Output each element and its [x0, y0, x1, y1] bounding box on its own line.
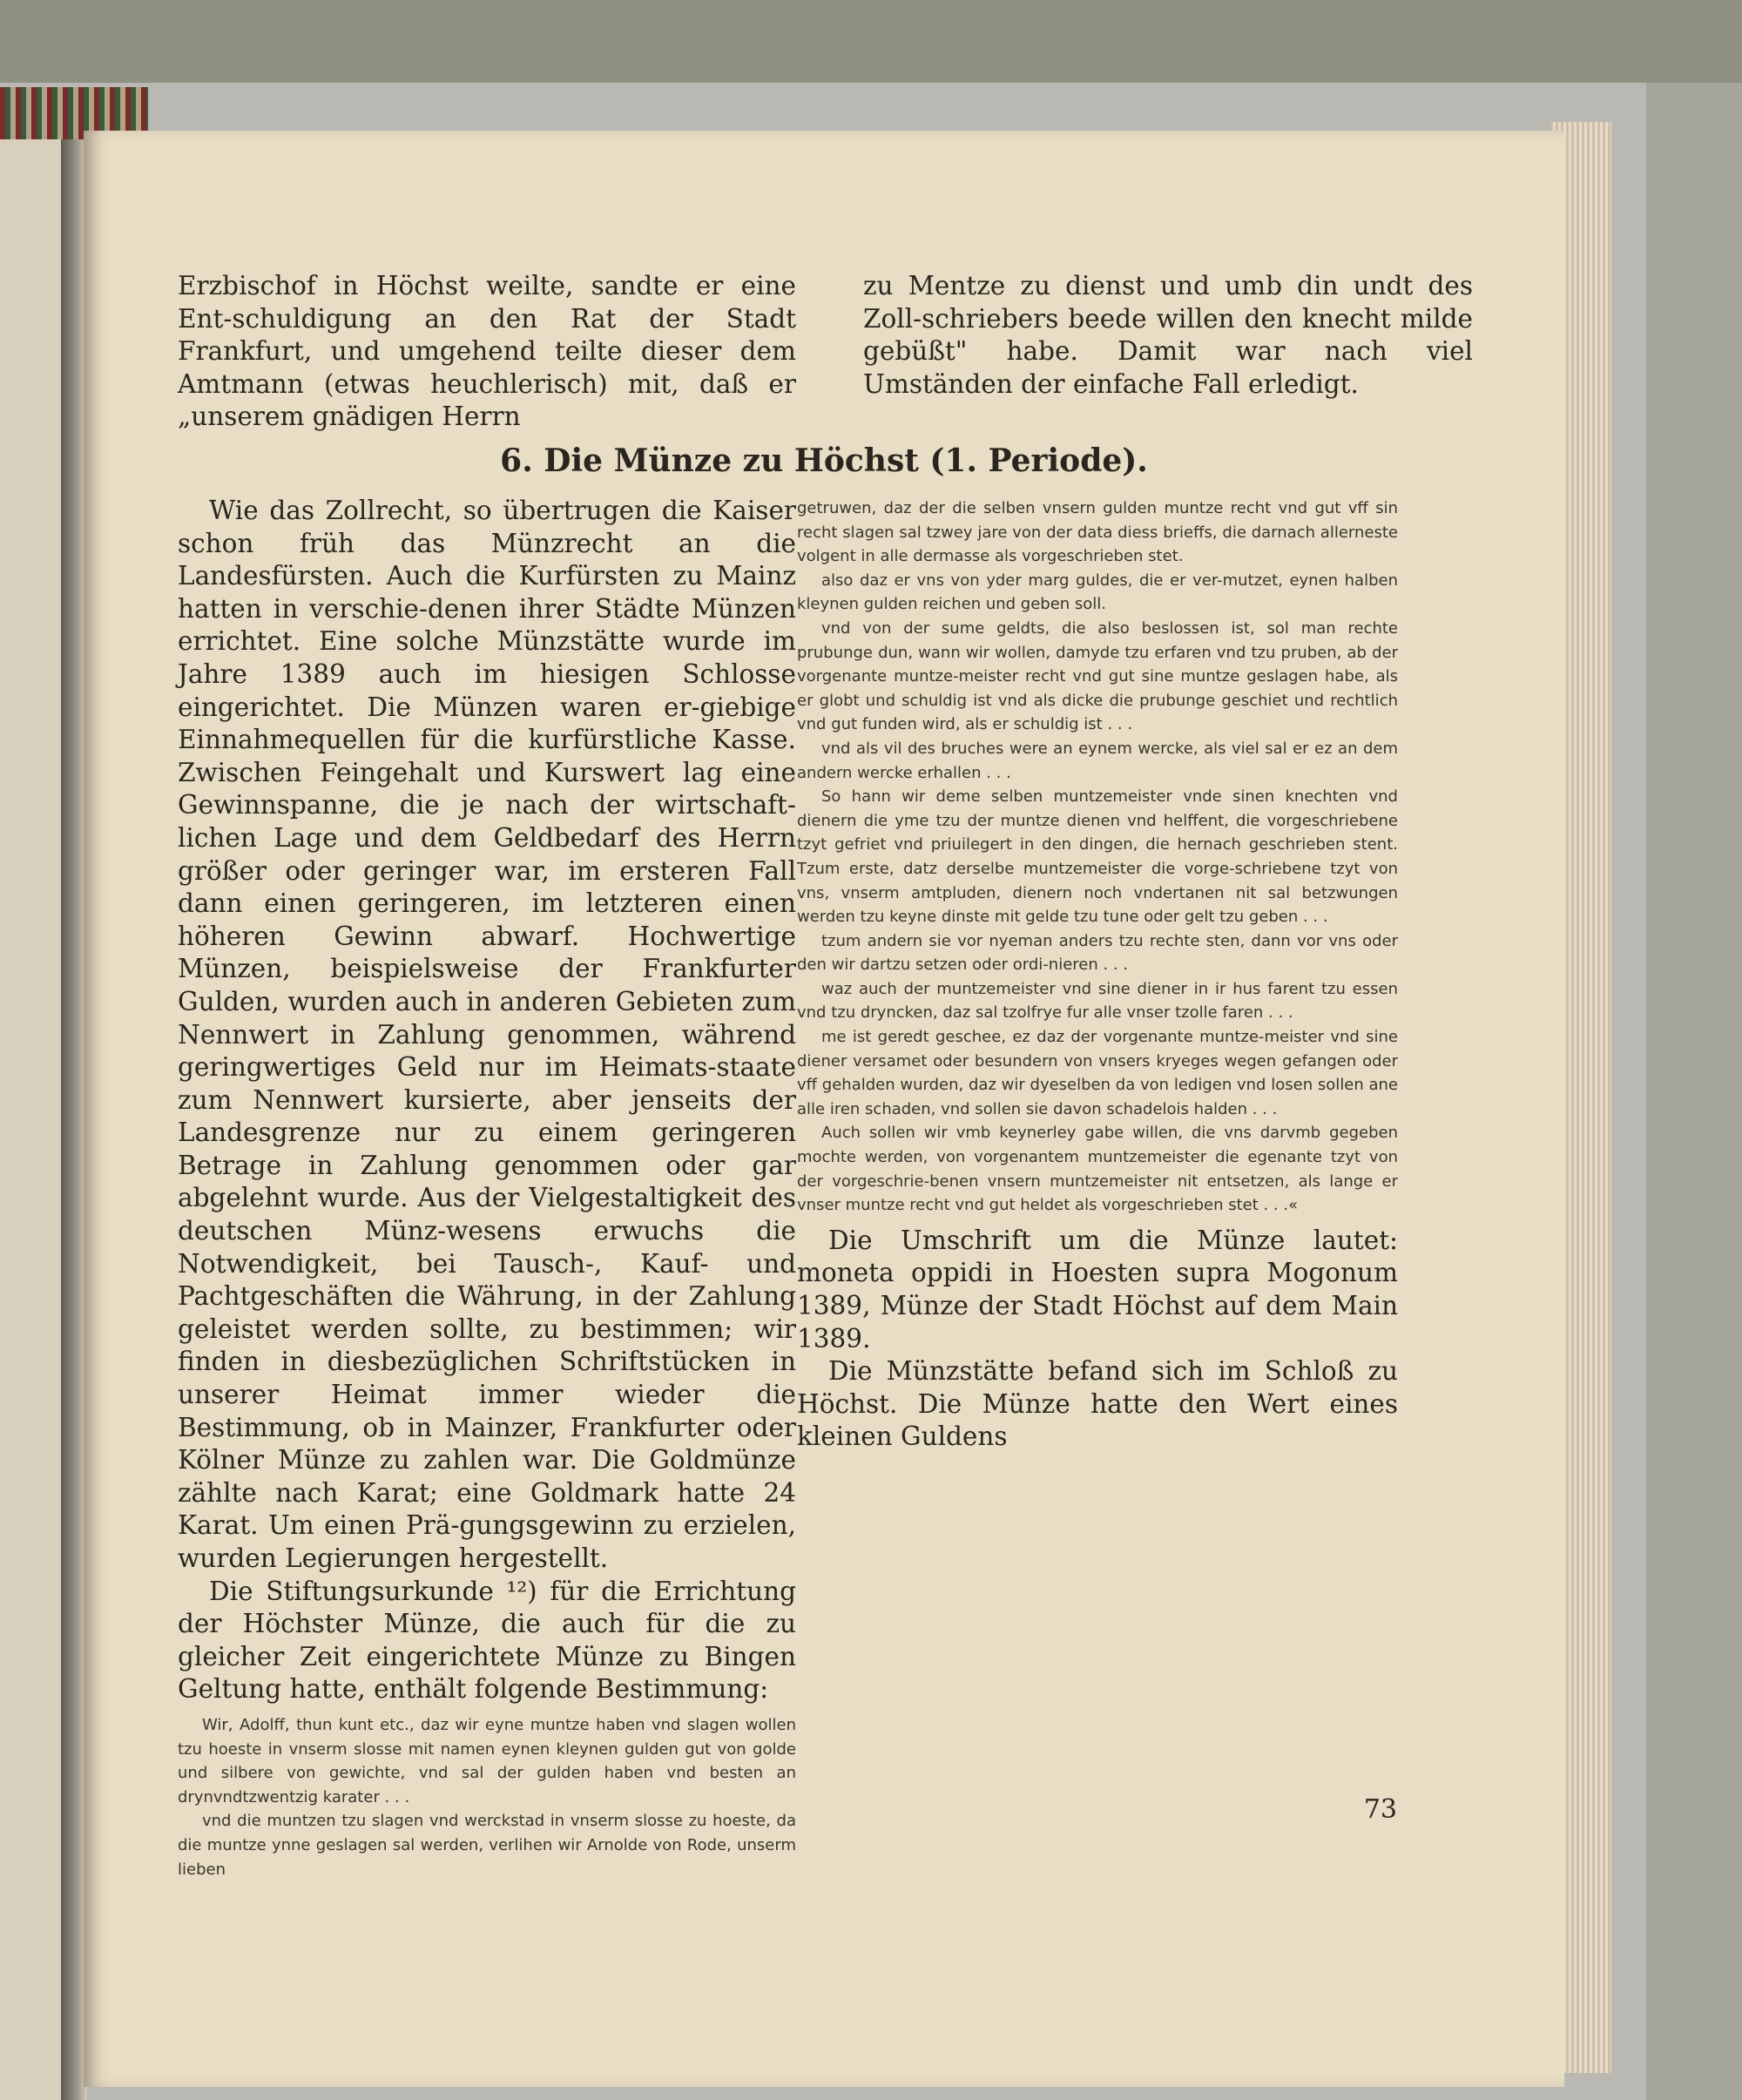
quote-paragraph: Auch sollen wir vmb keynerley gabe willen, die vns darvmb gegeben mochte werden, von vorgenantem muntzemeister die egenante tzyt von der vorgeschrie-benen vnsern muntzemeister nit entsetzen, als lange er vnser muntze recht vnd gut heldet als vorgeschrieben stet . . .« — [797, 1124, 1398, 1215]
quote-paragraph: So hann wir deme selben muntzemeister vnde sinen knechten vnd dienern die yme tzu der muntze dienen vnd helffent, die vorgeschriebene tzyt gefriet vnd priuilegert in den dingen, die hernach geschrieben stent. Tzum erste, datz derselbe muntzemeister die vorge-schriebene tzyt von vns, vnserm amtpluden, dienern noch vndertanen nit sal betzwungen werden tzu keyne dinste mit gelde tzu tune oder gelt tzu geben . . . — [797, 787, 1398, 927]
quote-paragraph: also daz er vns von yder marg guldes, die er ver-mutzet, eynen halben kleynen gulden reichen und geben soll. — [797, 571, 1398, 614]
right-column — [797, 496, 1398, 1454]
text-paragraph: Die Münzstätte befand sich im Schloß zu Höchst. Die Münze hatte den Wert eines kleinen Guldens — [797, 1356, 1398, 1452]
text-paragraph: Wie das Zollrecht, so übertrugen die Kaiser schon früh das Münzrecht an die Landesfürsten. Auch die Kurfürsten zu Mainz hatten in verschie-denen ihrer Städte Münzen errichtet. Eine solche Münzstätte wurde im Jahre 1389 auch im hiesigen Schlosse eingerichtet. Die Münzen waren er-giebige Einnahmequellen für die kurfürstliche Kasse. Zwischen Feingehalt und Kurswert lag eine Gewinnspanne, die je nach der wirtschaft-lichen Lage und dem Geldbedarf des Herrn größer oder geringer war, im ersteren Fall dann einen geringeren, im letzteren einen höheren Gewinn abwarf. Hochwertige Münzen, beispielsweise der Frankfurter Gulden, wurden auch in anderen Gebieten zum Nennwert in Zahlung genommen, während geringwertiges Geld nur im Heimats-staate zum Nennwert kursierte, aber jenseits der Landesgrenze nur zu einem geringeren Betrage in Zahlung genommen oder gar abgelehnt wurde. Aus der Vielgestaltigkeit des deutschen Münz-wesens erwuchs die Notwendigkeit, bei Tausch-, Kauf- und Pachtgeschäften die Währung, in der Zahlung geleistet werden sollte, zu bestimmen; wir finden in diesbezüglichen Schriftstücken in unserer Heimat immer wieder die Bestimmung, ob in Mainzer, Frankfurter oder Kölner Münze zu zahlen war. Die Goldmünze zählte nach Karat; eine Goldmark hatte 24 Karat. Um einen Prä-gungsgewinn zu erzielen, wurden Legierungen hergestellt. — [178, 496, 796, 1573]
quote-paragraph: getruwen, daz der die selben vnsern gulden muntze recht vnd gut vff sin recht slagen sal tzwey jare von der data diess brieffs, die darnach allerneste volgent in alle dermasse als vorgeschrieben stet. — [797, 499, 1398, 566]
quote-paragraph: me ist geredt geschee, ez daz der vorgenante muntze-meister vnd sine diener versamet oder besundern von vnsers kryeges wegen gefangen oder vff gehalden wurden, daz wir dyeselben da von ledigen vnd losen sollen ane alle iren schaden, vnd sollen sie davon schadelois halden . . . — [797, 1028, 1398, 1118]
quote-paragraph: Wir, Adolff, thun kunt etc., daz wir eyne muntze haben vnd slagen wollen tzu hoeste in vnserm slosse mit namen eynen kleynen gulden gut von golde und silbere von gewichte, vnd sal der gulden haben vnd besten an drynvndtzwentzig karater . . . — [178, 1715, 796, 1806]
quote-paragraph: tzum andern sie vor nyeman anders tzu rechte sten, dann vor vns oder den wir dartzu setzen oder ordi-nieren . . . — [797, 931, 1398, 975]
page-number: 73 — [1363, 1794, 1397, 1825]
text-paragraph: Die Umschrift um die Münze lautet: moneta oppidi in Hoesten supra Mogonum 1389, Münze der Stadt Höchst auf dem Main 1389. — [797, 1225, 1398, 1354]
charter-quote-continued — [797, 496, 1398, 1218]
top-left-paragraph — [178, 270, 796, 434]
text-paragraph: Erzbischof in Höchst weilte, sandte er eine Ent-schuldigung an den Rat der Stadt Frankfurt, und umgehend teilte dieser dem Amtmann (etwas heuchlerisch) mit, daß er „unserem gnädigen Herrn — [178, 271, 796, 432]
text-paragraph: Die Stiftungsurkunde ¹²) für die Errichtung der Höchster Münze, die auch für die zu gleicher Zeit eingerichtete Münze zu Bingen Geltung hatte, enthält folgende Bestimmung: — [178, 1576, 796, 1705]
section-heading: 6. Die Münze zu Höchst (1. Periode). — [500, 442, 1148, 479]
top-right-paragraph — [863, 270, 1473, 401]
quote-paragraph: vnd die muntzen tzu slagen vnd werckstad in vnserm slosse zu hoeste, da die muntze ynne geslagen sal werden, verlihen wir Arnolde von Rode, unserm lieben — [178, 1812, 796, 1879]
quote-paragraph: waz auch der muntzemeister vnd sine diener in ir hus farent tzu essen vnd tzu dryncken, daz sal tzolfrye fur alle vnser tzolle faren . . . — [797, 979, 1398, 1023]
quote-paragraph: vnd als vil des bruches were an eynem wercke, als viel sal er ez an dem andern wercke erhallen . . . — [797, 739, 1398, 782]
quote-paragraph: vnd von der sume geldts, die also beslossen ist, sol man rechte prubunge dun, wann wir wollen, damyde tzu erfaren vnd tzu pruben, ab der vorgenante muntze-meister recht vnd gut sine muntze geslagen habe, als er globt und schuldig ist vnd als dicke die prubunge geschiet und rechtlich vnd gut funden wird, als er schuldig ist . . . — [797, 618, 1398, 734]
book-page — [84, 131, 1564, 2087]
left-page-edge — [0, 139, 68, 2100]
left-column — [178, 495, 796, 1881]
text-paragraph: zu Mentze zu dienst und umb din undt des Zoll-schriebers beede willen den knecht milde gebüßt" habe. Damit war nach viel Umständen der einfache Fall erledigt. — [863, 271, 1473, 399]
charter-quote — [178, 1713, 796, 1881]
